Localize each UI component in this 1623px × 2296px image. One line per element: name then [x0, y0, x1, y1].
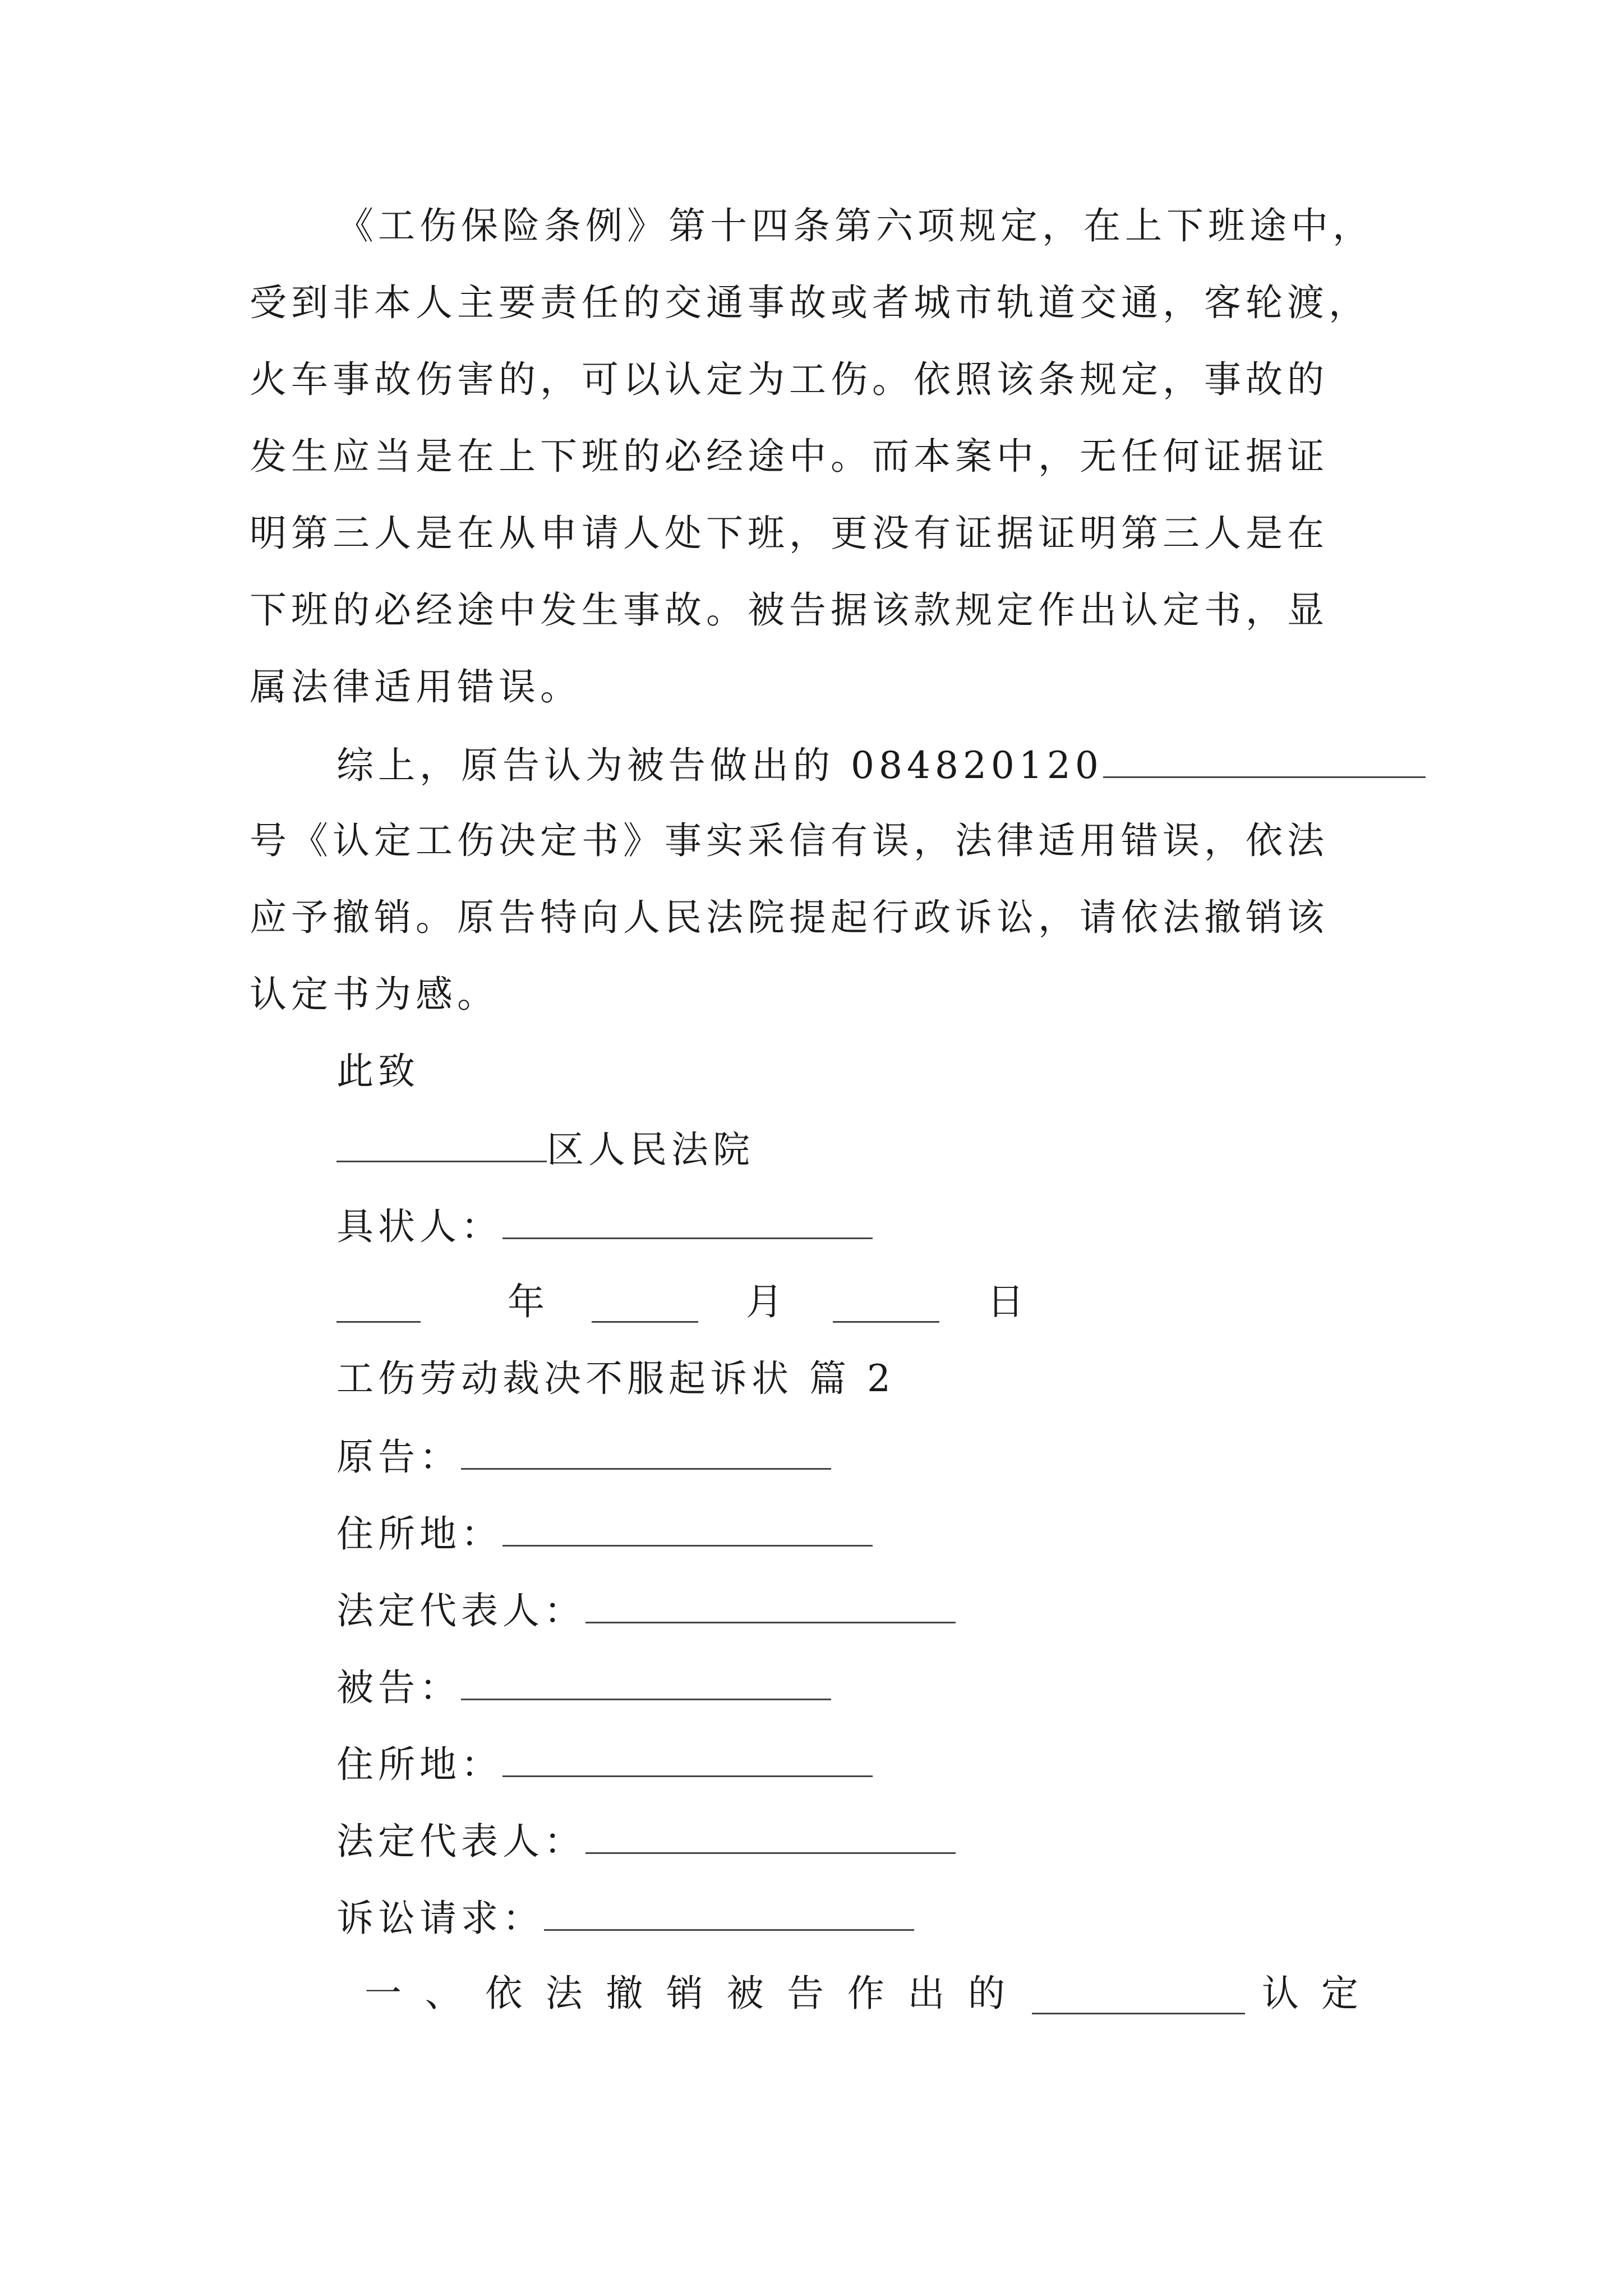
field-label: 法定代表人：: [336, 1820, 585, 1863]
paragraph-line: 发生应当是在上下班的必经途中。而本案中，无任何证据证: [250, 435, 1329, 478]
fill-blank: [502, 1198, 873, 1239]
claim-text: [365, 1967, 1009, 2021]
claim-char: 一: [365, 1972, 406, 2015]
month-label: 月: [746, 1280, 787, 1323]
date-line: [336, 1275, 1038, 1329]
fill-blank: [1103, 737, 1426, 778]
fill-blank: [585, 1813, 956, 1854]
fill-blank: [502, 1506, 873, 1547]
fill-blank: [336, 1282, 421, 1323]
field-plaintiff: [336, 1429, 831, 1483]
claim-char: 作: [847, 1972, 889, 2015]
field-plaintiff-address: [336, 1506, 873, 1559]
field-defendant-address: [336, 1736, 873, 1790]
claim-char: 的: [967, 1972, 1009, 2015]
claim-char: 认: [1262, 1972, 1303, 2015]
salutation: 此致: [336, 1050, 419, 1093]
fill-blank: [1032, 1973, 1245, 2014]
claim-char: 、: [425, 1972, 467, 2015]
field-defendant: [336, 1659, 831, 1713]
claim-char: 告: [787, 1972, 829, 2015]
year-label: 年: [508, 1280, 549, 1323]
fill-blank: [502, 1736, 873, 1777]
fill-blank: [833, 1282, 939, 1323]
fill-blank: [336, 1121, 547, 1162]
court-line: [336, 1121, 754, 1175]
paragraph-line: 属法律适用错误。: [250, 665, 582, 708]
claim-char: 法: [545, 1972, 587, 2015]
paragraph-line: 认定书为感。: [250, 973, 499, 1016]
field-label: 住所地：: [336, 1512, 502, 1556]
field-plaintiff-rep: [336, 1582, 956, 1636]
claim-char: 出: [907, 1972, 949, 2015]
claim-char: 撤: [606, 1972, 648, 2015]
day-label: 日: [987, 1280, 1029, 1323]
court-name: 区人民法院: [547, 1128, 754, 1171]
field-defendant-rep: [336, 1813, 956, 1867]
claim-char: 依: [485, 1972, 527, 2015]
signer-line: [336, 1198, 873, 1252]
fill-blank: [585, 1582, 956, 1623]
field-label: 原告：: [336, 1435, 461, 1479]
claim-char: 定: [1321, 1972, 1363, 2015]
paragraph-line: 下班的必经途中发生事故。被告据该款规定作出认定书，显: [250, 588, 1329, 632]
claim-tail: [1262, 1967, 1363, 2021]
signer-label: 具状人：: [336, 1205, 502, 1248]
field-label: 诉讼请求：: [336, 1897, 544, 1940]
field-label: 被告：: [336, 1666, 461, 1709]
fill-blank: [461, 1659, 831, 1700]
claim-char: 被: [726, 1972, 768, 2015]
paragraph-line: 应予撤销。原告特向人民法院提起行政诉讼，请依法撤销该: [250, 896, 1329, 939]
paragraph-line: 明第三人是在从申请人处下班，更没有证据证明第三人是在: [250, 512, 1329, 555]
fill-blank: [461, 1429, 831, 1470]
paragraph-line: 《工伤保险条例》第十四条第六项规定，在上下班途中，: [336, 204, 1374, 247]
section-title: 工伤劳动裁决不服起诉状 篇 2: [336, 1357, 895, 1400]
field-claims: [336, 1890, 914, 1944]
claim-char: 销: [666, 1972, 708, 2015]
paragraph-text: 综上，原告认为被告做出的 084820120: [336, 744, 1103, 787]
paragraph-line: 受到非本人主要责任的交通事故或者城市轨道交通，客轮渡，: [250, 281, 1370, 324]
paragraph-line: 号《认定工伤决定书》事实采信有误，法律适用错误，依法: [250, 819, 1329, 862]
paragraph-line: [336, 737, 1426, 791]
claim-line: [365, 1967, 1363, 2021]
fill-blank: [544, 1890, 914, 1931]
fill-blank: [592, 1282, 698, 1323]
field-label: 法定代表人：: [336, 1589, 585, 1632]
paragraph-line: 火车事故伤害的，可以认定为工伤。依照该条规定，事故的: [250, 358, 1329, 401]
field-label: 住所地：: [336, 1743, 502, 1786]
